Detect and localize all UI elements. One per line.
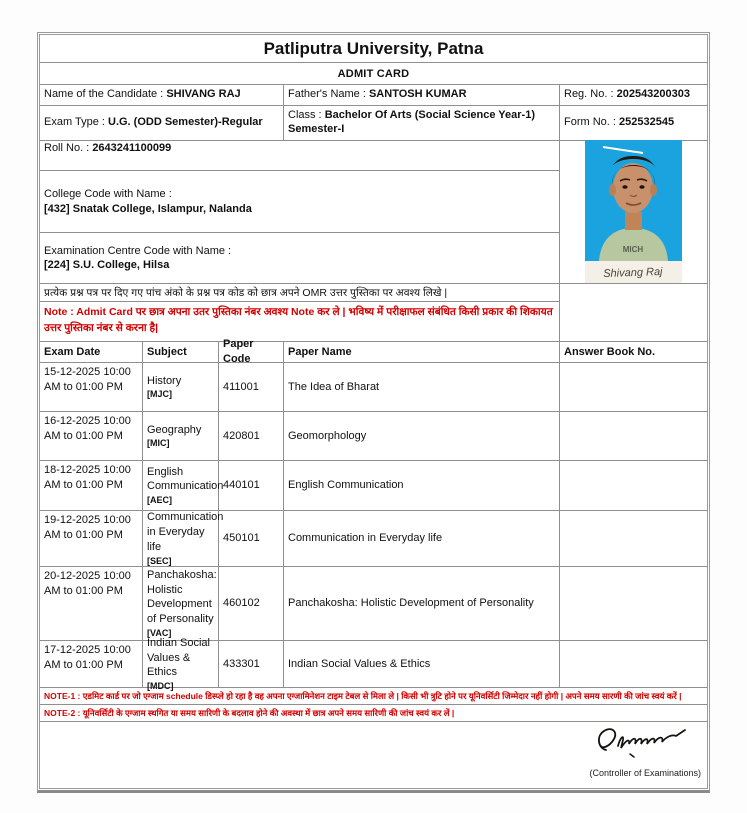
reg-no-value: 202543200303 xyxy=(616,88,691,100)
answer-book-cell xyxy=(560,412,707,461)
controller-caption: (Controller of Examinations) xyxy=(589,768,701,778)
admit-card-document xyxy=(37,32,710,793)
father-name-label: Father's Name : xyxy=(288,88,366,100)
roll-no-row xyxy=(40,138,559,171)
header-answer-book: Answer Book No. xyxy=(560,342,707,363)
admit-card-title: ADMIT CARD xyxy=(337,67,410,80)
schedule-row xyxy=(40,412,707,461)
reg-no-cell xyxy=(560,85,707,106)
candidate-info-row-2 xyxy=(40,106,707,138)
subject-cell: English Communication [AEC] xyxy=(143,461,219,511)
exam-type-label: Exam Type : xyxy=(44,115,105,128)
candidate-photo xyxy=(585,140,682,283)
schedule-header-row xyxy=(40,338,707,365)
footer-section xyxy=(40,722,707,788)
photo-caption: Shivang Raj xyxy=(603,265,663,281)
class-label: Class : xyxy=(288,109,322,121)
answer-book-cell xyxy=(560,567,707,641)
subject-cell: Panchakosha: Holistic Development of Personality [VAC] xyxy=(143,567,219,641)
admit-card-title-row xyxy=(40,63,707,85)
header-paper-code: Paper Code xyxy=(219,342,284,363)
father-name-cell xyxy=(284,85,560,106)
controller-signature xyxy=(590,724,700,762)
middle-left-column xyxy=(40,138,560,284)
schedule-row xyxy=(40,567,707,641)
controller-signature-block xyxy=(589,724,701,778)
class-value: Bachelor Of Arts (Social Science Year-1) Semester-I xyxy=(288,109,535,135)
roll-no-value: 2643241100099 xyxy=(92,142,172,154)
exam-date-cell: 16-12-2025 10:00 AM to 01:00 PM xyxy=(40,412,143,461)
omr-instruction: प्रत्येक प्रश्न पत्र पर दिए गए पांच अंको के प्रश्न पत्र कोड को छात्र अपने OMR उत्तर पुस्तिका पर अवश्य लिखे | xyxy=(40,284,559,302)
paper-name-cell: Panchakosha: Holistic Development of Personality xyxy=(284,567,560,641)
instructions-section xyxy=(40,284,707,342)
roll-no-label: Roll No. : xyxy=(44,142,90,154)
candidate-name-value: SHIVANG RAJ xyxy=(166,88,241,100)
paper-name-cell: The Idea of Bharat xyxy=(284,363,560,412)
candidate-name-cell xyxy=(40,85,284,106)
paper-code-cell: 420801 xyxy=(219,412,284,461)
candidate-info-row-1 xyxy=(40,85,707,106)
candidate-photo-cell xyxy=(560,138,707,284)
admit-card-inner xyxy=(39,34,708,789)
instructions-left xyxy=(40,284,560,342)
subject-cell: Indian Social Values & Ethics [MDC] xyxy=(143,641,219,688)
exam-centre-label: Examination Centre Code with Name : xyxy=(44,244,232,257)
form-no-value: 252532545 xyxy=(619,115,675,128)
schedule-row xyxy=(40,511,707,567)
paper-name-cell: Geomorphology xyxy=(284,412,560,461)
class-cell xyxy=(284,106,560,141)
father-name-value: SANTOSH KUMAR xyxy=(368,88,467,100)
middle-section xyxy=(40,138,707,284)
note-2: NOTE-2 : यूनिवर्सिटी के एग्जाम स्थगित या समय सारिणी के बदलाव होने की अवस्था में छात्र अपने समय सारिणी की जांच स्वयं कर लें | xyxy=(40,705,707,722)
exam-date-cell: 20-12-2025 10:00 AM to 01:00 PM xyxy=(40,567,143,641)
exam-date-cell: 19-12-2025 10:00 AM to 01:00 PM xyxy=(40,511,143,567)
instructions-right-empty-cell xyxy=(560,284,707,342)
exam-type-cell xyxy=(40,106,284,141)
college-value: [432] Snatak College, Islampur, Nalanda xyxy=(44,202,252,215)
form-no-label: Form No. : xyxy=(564,115,616,128)
exam-centre-row xyxy=(40,233,559,284)
header-paper-name: Paper Name xyxy=(284,342,560,363)
form-no-cell xyxy=(560,106,707,141)
paper-code-cell: 440101 xyxy=(219,461,284,511)
exam-centre-value: [224] S.U. College, Hilsa xyxy=(44,259,170,271)
paper-name-cell: Indian Social Values & Ethics xyxy=(284,641,560,688)
subject-cell: Geography [MIC] xyxy=(143,412,219,461)
exam-date-cell: 15-12-2025 10:00 AM to 01:00 PM xyxy=(40,363,143,412)
schedule-row xyxy=(40,461,707,511)
college-row xyxy=(40,171,559,233)
paper-code-cell: 450101 xyxy=(219,511,284,567)
note-1: NOTE-1 : एडमिट कार्ड पर जो एग्जाम schedule डिस्प्ले हो रहा है वह अपना एग्जामिनेशन टाइम टेबल से मिला ले | किसी भी त्रुटि होने पर यूनिवर्सिटी जिम्मेदार नहीं होगी | अपने समय सारणी की जांच स्वयं करें | xyxy=(40,688,707,705)
exam-date-cell: 18-12-2025 10:00 AM to 01:00 PM xyxy=(40,461,143,511)
reg-no-label: Reg. No. : xyxy=(564,88,614,100)
paper-code-cell: 411001 xyxy=(219,363,284,412)
answer-book-cell xyxy=(560,363,707,412)
red-note-instruction: Note : Admit Card पर छात्र अपना उतर पुस्तिका नंबर अवश्य Note कर ले | भविष्य में परीक्षाफल संबंधित किसी प्रकार की शिकायत उत्तर पुस्तिका नंबर से करना है| xyxy=(40,302,559,342)
candidate-name-label: Name of the Candidate : xyxy=(44,88,164,100)
paper-code-cell: 433301 xyxy=(219,641,284,688)
paper-name-cell: Communication in Everyday life xyxy=(284,511,560,567)
subject-cell: Communication in Everyday life [SEC] xyxy=(143,511,219,567)
paper-code-cell: 460102 xyxy=(219,567,284,641)
answer-book-cell xyxy=(560,511,707,567)
exam-date-cell: 17-12-2025 10:00 AM to 01:00 PM xyxy=(40,641,143,688)
header-subject: Subject xyxy=(143,342,219,363)
svg-text:MICH: MICH xyxy=(622,245,644,254)
schedule-row xyxy=(40,363,707,412)
answer-book-cell xyxy=(560,461,707,511)
schedule-row xyxy=(40,636,707,692)
subject-cell: History [MJC] xyxy=(143,363,219,412)
exam-type-value: U.G. (ODD Semester)-Regular xyxy=(108,115,263,128)
paper-name-cell: English Communication xyxy=(284,461,560,511)
university-title: Patliputra University, Patna xyxy=(263,38,484,58)
college-label: College Code with Name : xyxy=(44,188,172,201)
header-exam-date: Exam Date xyxy=(40,342,143,363)
university-title-row xyxy=(40,35,707,63)
answer-book-cell xyxy=(560,641,707,688)
